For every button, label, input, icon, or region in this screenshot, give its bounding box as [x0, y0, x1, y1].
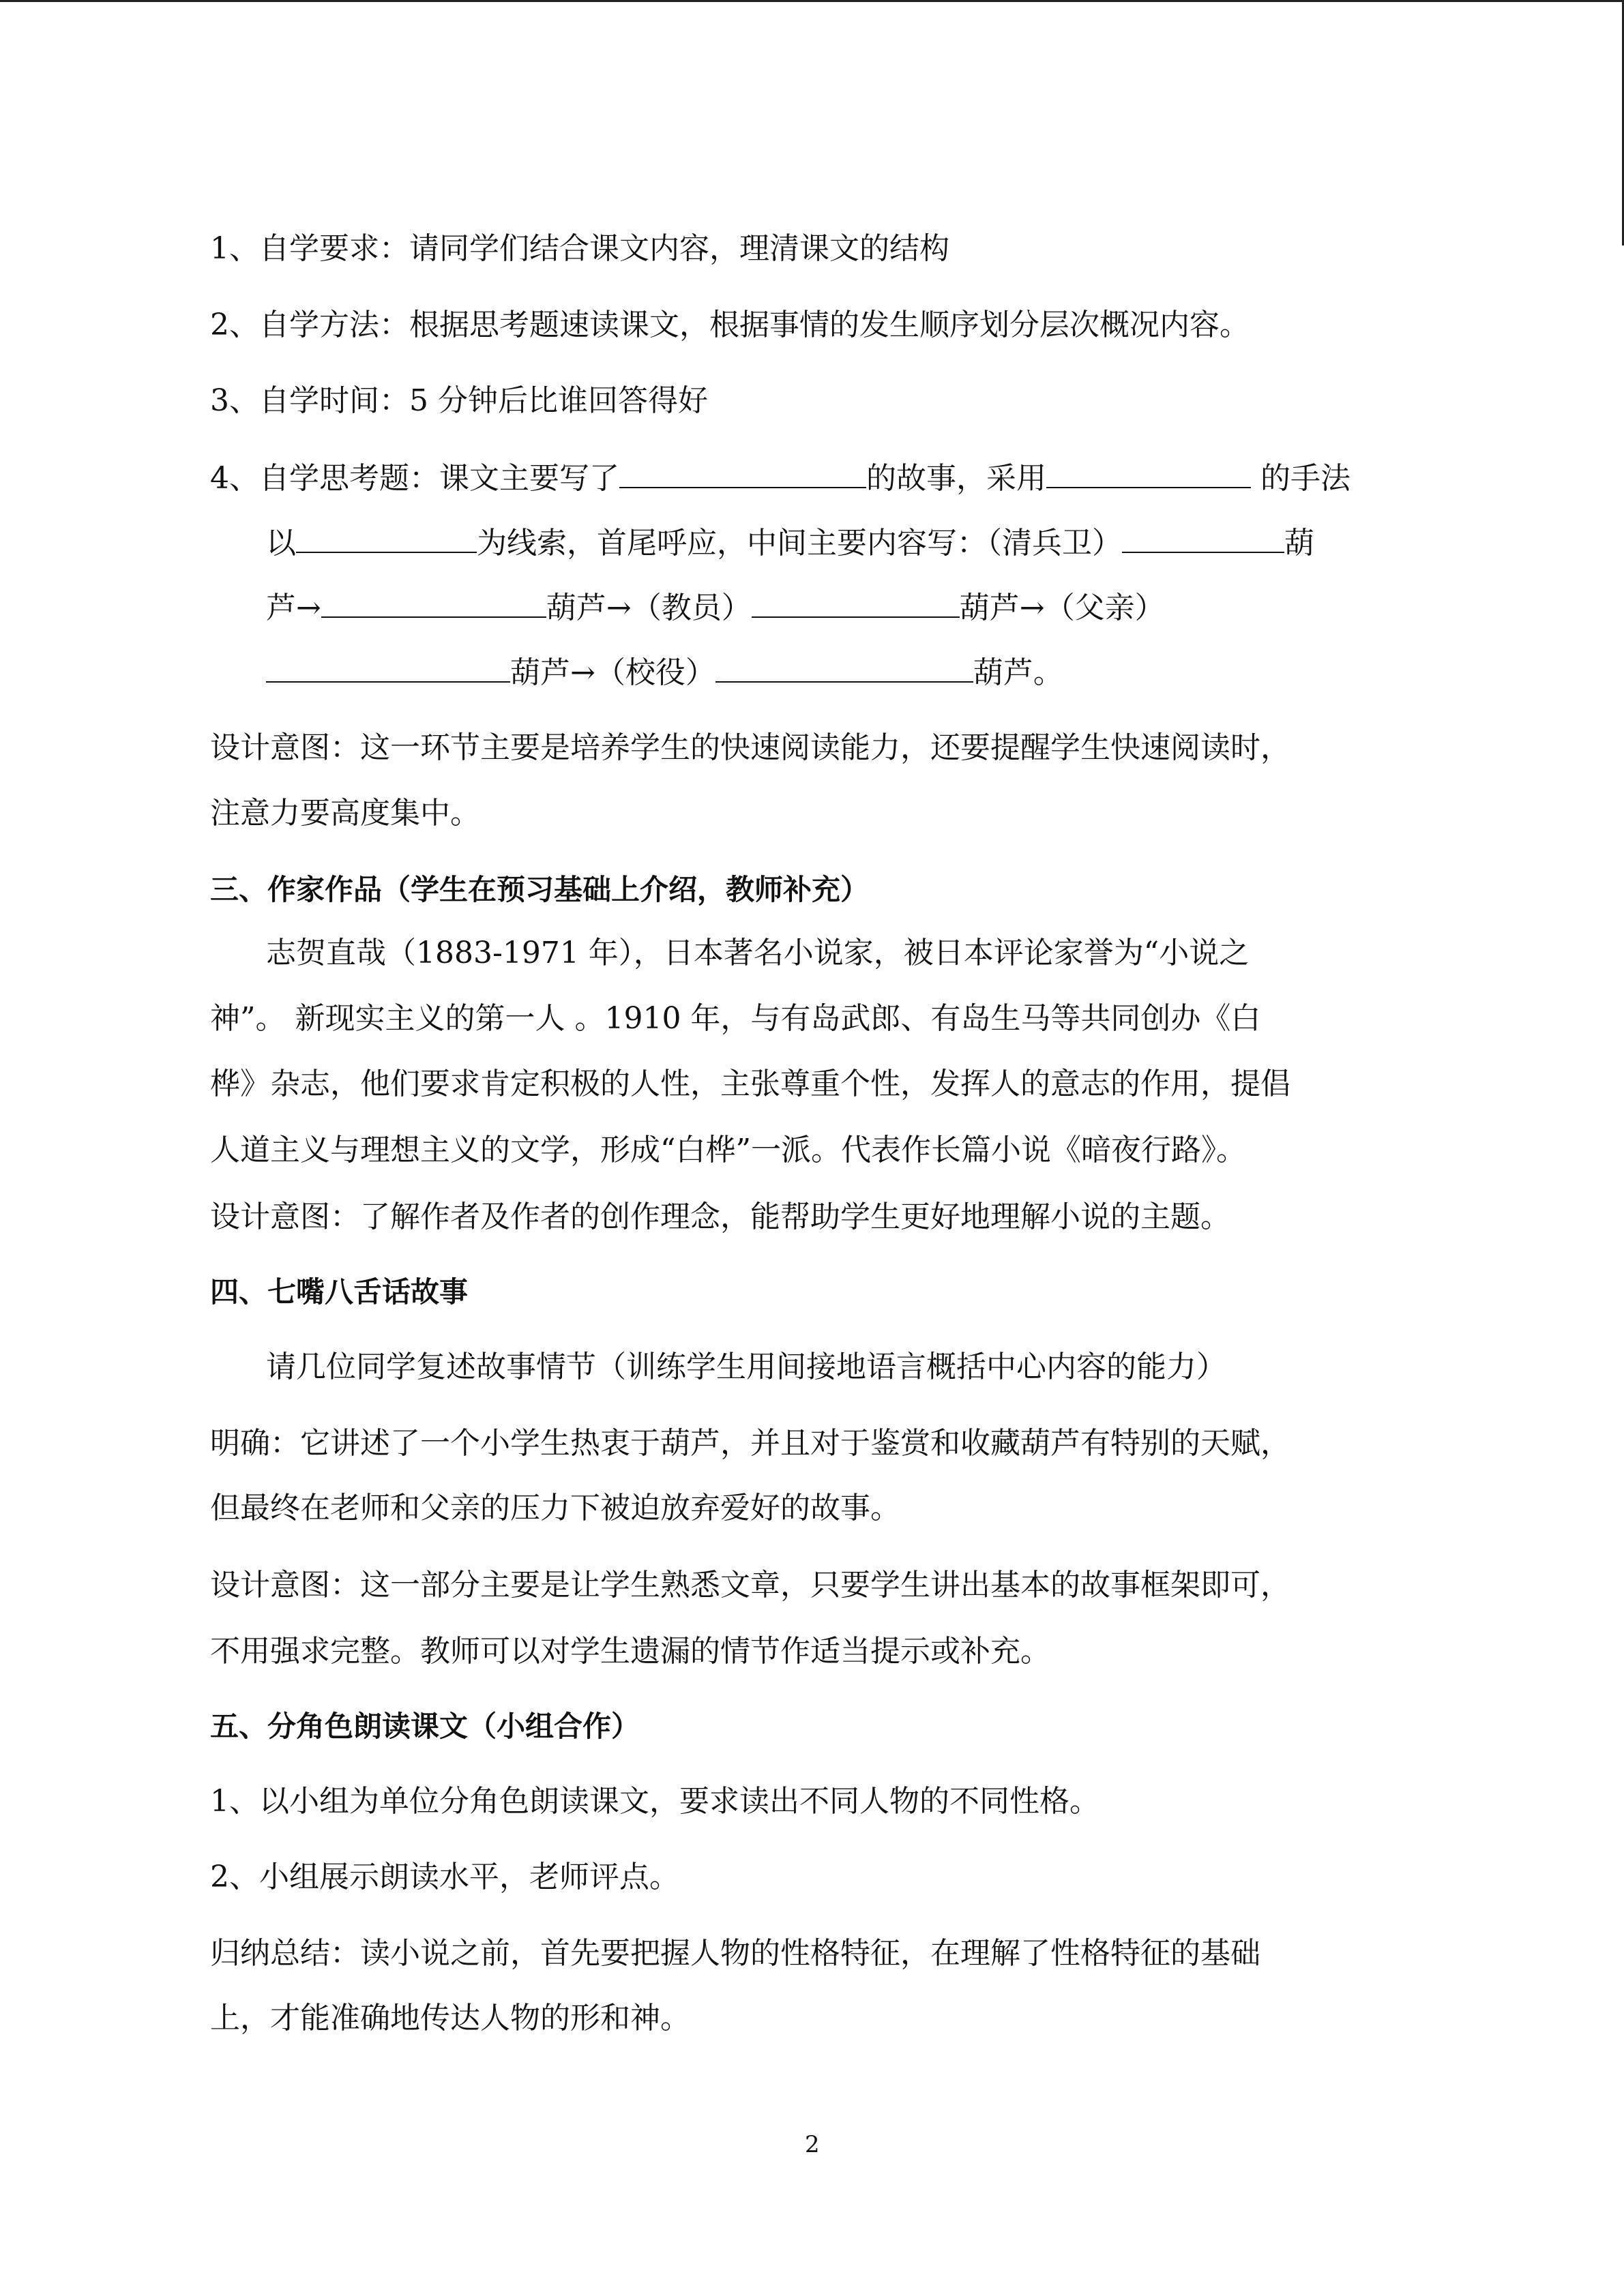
question-text: 葫芦→（教员）: [546, 591, 752, 625]
clarification-a: 明确：它讲述了一个小学生热衷于葫芦，并且对于鉴赏和收藏葫芦有特别的天赋，: [210, 1426, 1290, 1461]
selfstudy-question-line3: [266, 586, 1165, 629]
blank-story-field[interactable]: [619, 457, 866, 488]
question-text: 葫芦→（校役）: [510, 655, 715, 690]
section3-heading: 三、作家作品（学生在预习基础上介绍，教师补充）: [210, 873, 870, 906]
blank-gourd1-field[interactable]: [321, 586, 546, 618]
design-intent-4b: 不用强求完整。教师可以对学生遗漏的情节作适当提示或补充。: [210, 1634, 1050, 1669]
page-number: 2: [805, 2131, 820, 2158]
question-text: 芦→: [266, 591, 321, 625]
section5-heading: 五、分角色朗读课文（小组合作）: [210, 1710, 640, 1743]
clarification-b: 但最终在老师和父亲的压力下被迫放弃爱好的故事。: [210, 1491, 900, 1525]
blank-clue-field[interactable]: [296, 522, 477, 553]
blank-teacher-field[interactable]: [752, 586, 960, 618]
author-paragraph-1: 志贺直哉（1883-1971 年），日本著名小说家，被日本评论家誉为“小说之: [266, 936, 1250, 970]
question-text: 为线索，首尾呼应，中间主要内容写：（清兵卫）: [477, 526, 1122, 561]
blank-soldier-field[interactable]: [1122, 522, 1284, 553]
question-text: 以: [266, 526, 296, 561]
reading-task-1: 1、以小组为单位分角色朗读课文，要求读出不同人物的不同性格。: [210, 1784, 1099, 1819]
question-text: 葫芦→（父亲）: [959, 591, 1165, 625]
selfstudy-time: 3、自学时间：5 分钟后比谁回答得好: [210, 383, 708, 418]
author-paragraph-4: 人道主义与理想主义的文学，形成“白桦”一派。代表作长篇小说《暗夜行路》。: [210, 1133, 1246, 1167]
author-paragraph-2: 神”。 新现实主义的第一人 。1910 年，与有岛武郎、有岛生马等共同创办《白: [210, 1001, 1261, 1036]
section4-heading: 四、七嘴八舌话故事: [210, 1275, 469, 1309]
selfstudy-method: 2、自学方法：根据思考题速读课文，根据事情的发生顺序划分层次概况内容。: [210, 308, 1250, 342]
blank-janitor-field[interactable]: [715, 651, 973, 683]
summary-b: 上，才能准确地传达人物的形和神。: [210, 2001, 690, 2036]
top-border: [0, 0, 1624, 2]
question-text: 4、自学思考题：课文主要写了: [210, 461, 619, 496]
selfstudy-question-line4: [266, 651, 1063, 694]
summary-a: 归纳总结：读小说之前，首先要把握人物的性格特征，在理解了性格特征的基础: [210, 1936, 1260, 1971]
design-intent-3: 设计意图：了解作者及作者的创作理念，能帮助学生更好地理解小说的主题。: [210, 1199, 1230, 1234]
question-text: 的故事，采用: [866, 461, 1046, 496]
selfstudy-question-line2: [266, 522, 1314, 564]
reading-task-2: 2、小组展示朗读水平，老师评点。: [210, 1860, 679, 1894]
design-intent-1b: 注意力要高度集中。: [210, 796, 480, 831]
blank-father-field[interactable]: [266, 651, 510, 683]
question-text: 葫: [1284, 526, 1314, 561]
selfstudy-question-line1: [210, 457, 1350, 499]
question-text: 的手法: [1260, 461, 1350, 496]
design-intent-4a: 设计意图：这一部分主要是让学生熟悉文章，只要学生讲出基本的故事框架即可，: [210, 1568, 1290, 1602]
design-intent-1a: 设计意图：这一环节主要是培养学生的快速阅读能力，还要提醒学生快速阅读时，: [210, 730, 1290, 765]
author-paragraph-3: 桦》杂志，他们要求肯定积极的人性，主张尊重个性，发挥人的意志的作用，提倡: [210, 1067, 1290, 1101]
blank-technique-field[interactable]: [1046, 457, 1251, 488]
retell-instruction: 请几位同学复述故事情节（训练学生用间接地语言概括中心内容的能力）: [266, 1350, 1226, 1384]
question-text: 葫芦。: [973, 655, 1063, 690]
selfstudy-requirement: 1、自学要求：请同学们结合课文内容，理清课文的结构: [210, 231, 949, 266]
